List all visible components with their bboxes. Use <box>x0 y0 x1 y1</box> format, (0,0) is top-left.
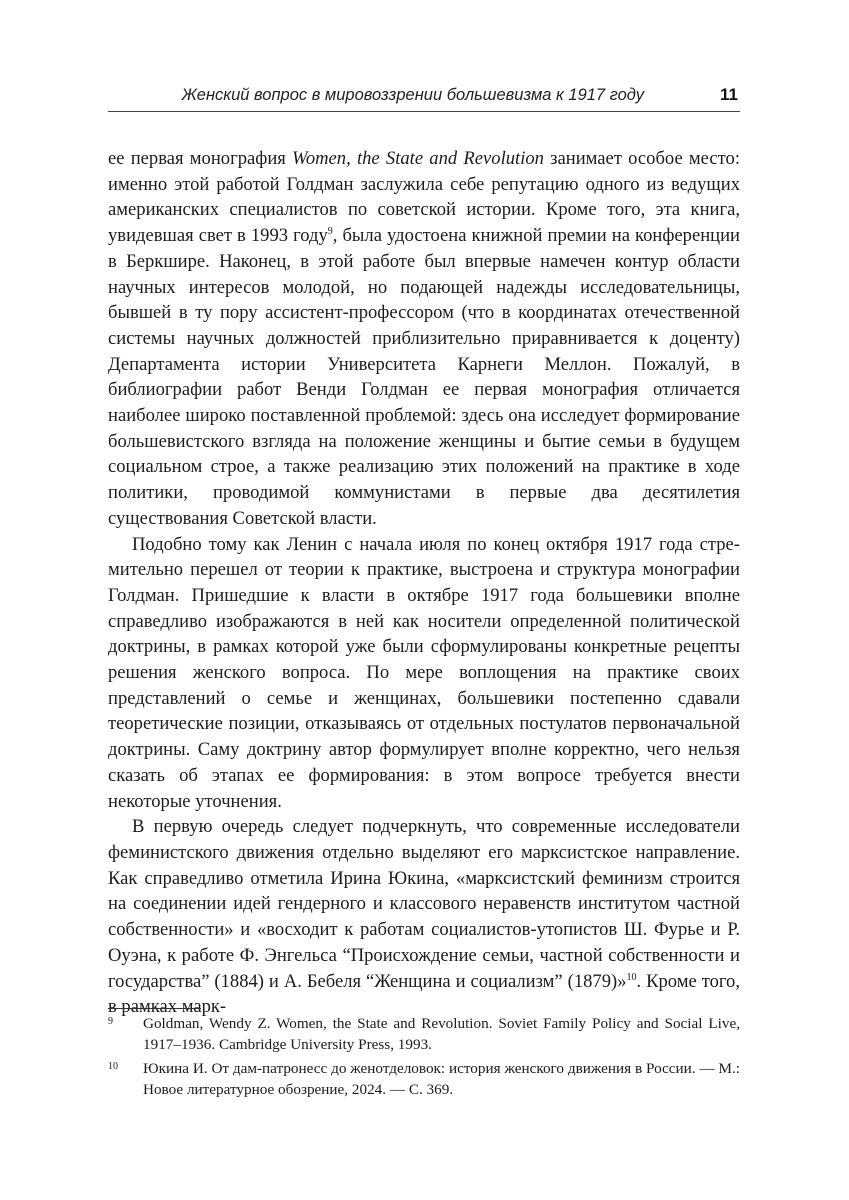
text-run: , была удостоена книжной премии на конференции в Беркшире. Наконец, в этой работе был впервые намечен контур области научных интересов молодой, но подающей надежды исследовательницы, бывшей в ту пору ассистент-профессором (что в координатах отечественной системы научных должностей приблизительно приравнивается к доценту) Департамента истории Университета Карнеги Меллон. Пожалуй, в библиографии работ Венди Голдман ее первая монография отличается наиболее широко поставленной проблемой: здесь она исследует формирование большевистского взгляда на положение женщины и бытие семьи в будущем социальном строе, а также реализацию этих положений на практике в ходе политики, проводимой коммунистами в первые два десятилетия существования Советской власти. <box>108 225 740 529</box>
text-run: В первую очередь следует подчеркнуть, что современные исследователи феминистского движения отдельно выделяют его марксистское направление. Как справедливо отметила Ирина Юкина, «марксистский феминизм строится на соединении идей гендерного и классового неравенств институтом частной собственности» и «восходит к работам социалистов-утопистов Ш. Фурье и Р. Оуэна, к работе Ф. Энгельса “Происхождение семьи, частной собственности и государства” (1884) и А. Бебеля “Женщина и социализм” (1879)» <box>108 816 740 992</box>
body-text <box>108 146 740 1020</box>
text-run: Подобно тому как Ленин с начала июля по конец октября 1917 года стремительно перешел от теории к практике, выстроена и структура монографии Голдман. Пришедшие к власти в октябре 1917 года большевики вполне справедливо изображаются в ней как носители определенной политической доктрины, в рамках которой уже были сформулированы конкретные рецепты решения женского вопроса. По мере воплощения на практике своих представлений о семье и женщинах, большевики постепенно сдавали теоретические позиции, отказываясь от отдельных постулатов первоначальной доктрины. Саму доктрину автор формулирует вполне корректно, чего нельзя сказать об этапах ее формирования: в этом вопросе требуется внести некоторые уточнения. <box>108 533 740 812</box>
header-rule <box>108 111 740 112</box>
footnotes <box>108 1014 740 1104</box>
text-run: занимает особое место: именно этой работой Голдман заслужила себе репутацию одного из ведущих американских специалистов по советской истории. Кроме того, эта книга, увидевшая свет в 1993 году <box>108 148 740 247</box>
footnote <box>108 1014 740 1055</box>
paragraph <box>108 146 740 532</box>
paragraph <box>108 532 740 815</box>
running-head <box>108 85 740 111</box>
italic-title: Women, the State and Revolution <box>292 148 544 169</box>
footnote-rule <box>108 1008 201 1009</box>
footnote-number: 9 <box>108 1016 113 1027</box>
footnote-text: Юкина И. От дам-патронесс до женотделовок: история женского движения в России. — М.: Новое литературное обозрение, 2024. — С. 369. <box>143 1060 740 1098</box>
page-number: 11 <box>720 85 738 104</box>
text-run: . Кроме того, в рамках марк- <box>108 970 740 1018</box>
footnote-number: 10 <box>108 1061 118 1072</box>
footnote-ref[interactable]: 9 <box>327 226 333 238</box>
footnote-text: Goldman, Wendy Z. Women, the State and Revolution. Soviet Family Policy and Social Live, 1917–1936. Cambridge University Press, 1993. <box>143 1015 740 1053</box>
text-run: ее первая монография <box>108 148 293 169</box>
footnote <box>108 1059 740 1100</box>
running-title: Женский вопрос в мировоззрении большевизма к 1917 году <box>181 86 644 104</box>
paragraph <box>108 814 740 1020</box>
footnote-ref[interactable]: 10 <box>626 971 637 983</box>
